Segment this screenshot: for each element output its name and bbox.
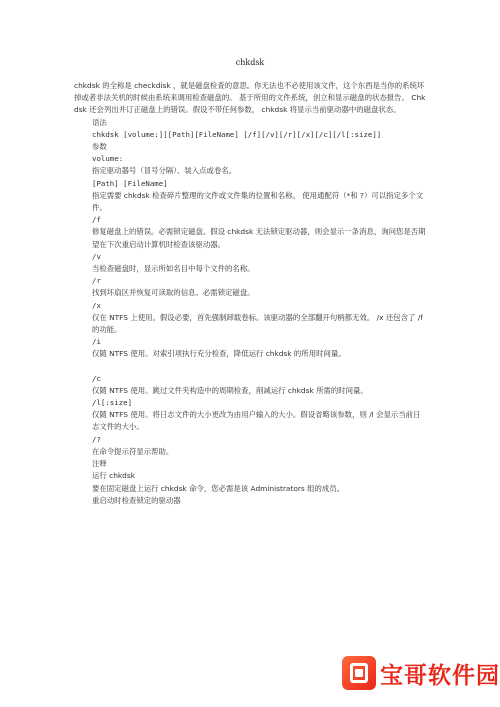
text-line: 找到坏扇区并恢复可读取的信息。必需锁定磁盘。: [92, 288, 255, 298]
text-line: 在命令提示符显示帮助。: [92, 446, 174, 456]
text-line: /f: [92, 215, 101, 225]
text-line: [Path] [FileName]: [92, 178, 168, 188]
text-line: /i: [92, 337, 101, 347]
text-line: volume:: [92, 154, 124, 164]
box-logo-icon: [342, 656, 376, 690]
document-title: chkdsk: [235, 58, 265, 67]
document-body: [74, 80, 426, 507]
text-line: 重启动时检查锁定的驱动器: [92, 495, 181, 505]
text-line: /r: [92, 276, 101, 286]
text-line: 语法: [92, 117, 107, 127]
text-line: 仅随 NTFS 使用。将日志文件的大小更改为由用户输入的大小。假设省略该参数，则 /l 会显示当前日志文件的大小。: [92, 410, 421, 432]
text-line: 参数: [92, 142, 107, 152]
text-line: /x: [92, 300, 101, 310]
text-line: 仅随 NTFS 使用。对索引项执行充分检查，降低运行 chkdsk 的所用时间量。: [92, 349, 346, 359]
text-line: 指定驱动器号（冒号分隔）、装入点或卷名。: [92, 166, 237, 176]
text-line: chkdsk 的全称是 checkdisk ，就是磁盘检查的意思。你无法也不必使用该文件，这个东西是当你的系统坏掉或者非法关机的时候由系统来调用检查磁盘的。 基于所用的文件系统，创立和显示磁盘的状态报告。 Chkdsk 还会列出并订正磁盘上的错误。假设不带任何参数， chkdsk 将显示当前驱动器中的磁盘状态。: [74, 81, 426, 115]
text-line: /l[:size]: [92, 398, 133, 408]
text-line: 当检查磁盘时，显示所如名目中每个文件的名称。: [92, 264, 255, 274]
text-line: 仅随 NTFS 使用。跳过文件夹构造中的周期检查，削减运行 chkdsk 所需的时间量。: [92, 385, 368, 395]
watermark: [342, 653, 500, 693]
text-line: 修复磁盘上的错误。必需锁定磁盘。假设 chkdsk 无法锁定驱动器，则会显示一条消息，询问您是否期望在下次重启动计算机时检查该驱动器。: [92, 227, 426, 249]
text-line: 运行 chkdsk: [92, 471, 135, 481]
text-line: 注释: [92, 459, 107, 469]
text-line: /v: [92, 251, 101, 261]
watermark-text: 宝哥软件园: [380, 662, 500, 689]
text-line: 要在固定磁盘上运行 chkdsk 命令，您必需是该 Administrators 组的成员。: [92, 483, 345, 493]
text-line: 指定需要 chkdsk 检查碎片整理的文件或文件集的位置和名称。 使用通配符（*和 ?）可以指定多个文件。: [92, 190, 424, 213]
blank-line: [74, 361, 426, 373]
text-line: 仅在 NTFS 上使用。假设必要，首先强制卸载卷标。该驱动器的全部翻开句柄都无效。 /x 还包含了 /f 的功能。: [92, 312, 423, 335]
text-line: chkdsk [volume:][[Path][FileName] [/f][/v][/r][/x][/c][/l[:size]]: [92, 129, 382, 139]
text-line: /c: [92, 373, 101, 383]
text-line: /?: [92, 434, 101, 444]
